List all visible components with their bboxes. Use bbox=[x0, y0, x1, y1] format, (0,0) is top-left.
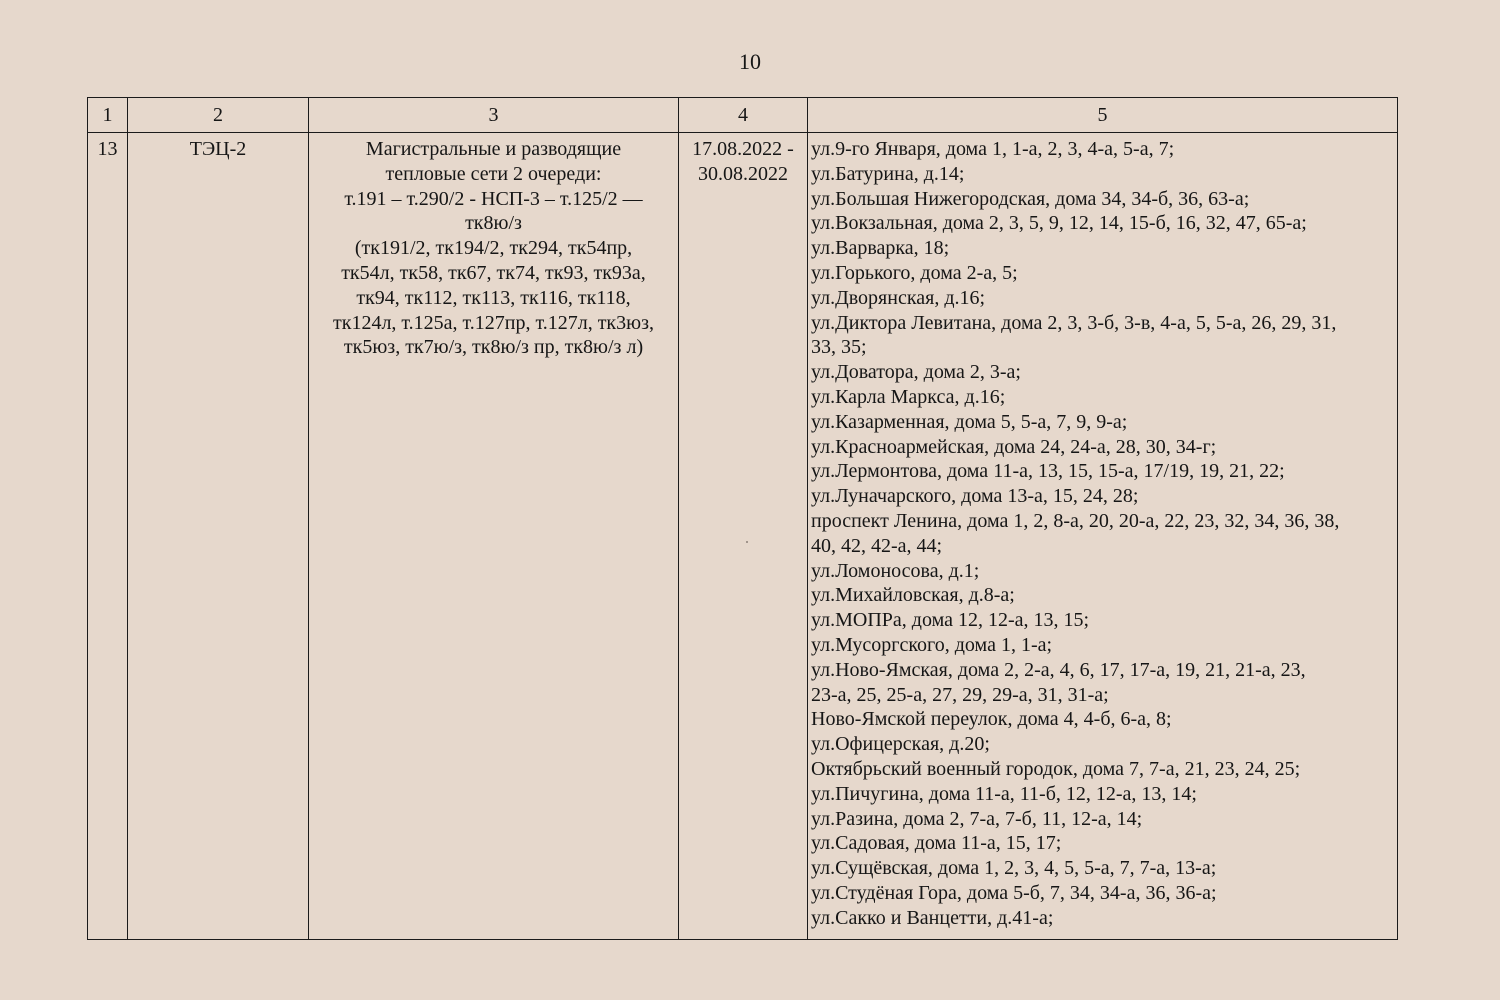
network-line: (тк191/2, тк194/2, тк294, тк54пр, bbox=[354, 237, 633, 260]
outage-schedule-table bbox=[87, 97, 1398, 940]
address-list bbox=[808, 133, 1398, 940]
address-line: ул.Казарменная, дома 5, 5-а, 7, 9, 9-а; bbox=[811, 410, 1128, 433]
network-line: т.191 – т.290/2 - НСП-3 – т.125/2 — bbox=[344, 187, 643, 210]
address-line: ул.Луначарского, дома 13-а, 15, 24, 28; bbox=[811, 485, 1139, 508]
address-line: ул.Батурина, д.14; bbox=[811, 162, 965, 185]
address-line: ул.Офицерская, д.20; bbox=[811, 733, 990, 756]
period-end: 30.08.2022 bbox=[698, 162, 788, 185]
address-line: ул.Диктора Левитана, дома 2, 3, 3-б, 3-в, 4-а, 5, 5-а, 26, 29, 31, bbox=[811, 311, 1337, 334]
row-number: 13 bbox=[88, 133, 128, 940]
column-header: 4 bbox=[679, 98, 808, 133]
address-line: ул.Ново-Ямская, дома 2, 2-а, 4, 6, 17, 17-а, 19, 21, 21-а, 23, bbox=[811, 658, 1306, 681]
address-line: ул.Варварка, 18; bbox=[811, 237, 950, 260]
page-number: 10 bbox=[739, 49, 761, 74]
outage-period bbox=[679, 133, 808, 940]
address-line: ул.Карла Маркса, д.16; bbox=[811, 385, 1006, 408]
address-line: ул.Михайловская, д.8-а; bbox=[811, 584, 1015, 607]
network-line: тк94, тк112, тк113, тк116, тк118, bbox=[356, 286, 631, 309]
table-row bbox=[88, 133, 1398, 940]
column-header: 2 bbox=[128, 98, 309, 133]
address-line: ул.МОПРа, дома 12, 12-а, 13, 15; bbox=[811, 609, 1090, 632]
address-line: Ново-Ямской переулок, дома 4, 4-б, 6-а, 8; bbox=[811, 708, 1172, 731]
address-line: ул.Сакко и Ванцетти, д.41-а; bbox=[811, 906, 1054, 929]
address-line: Октябрьский военный городок, дома 7, 7-а, 21, 23, 24, 25; bbox=[811, 757, 1301, 780]
address-line: 23-а, 25, 25-а, 27, 29, 29-а, 31, 31-а; bbox=[811, 683, 1109, 706]
column-header: 5 bbox=[808, 98, 1398, 133]
address-line: ул.Дворянская, д.16; bbox=[811, 286, 986, 309]
address-line: ул.Студёная Гора, дома 5-б, 7, 34, 34-а, 36, 36-а; bbox=[811, 881, 1217, 904]
network-line: тепловые сети 2 очереди: bbox=[385, 162, 602, 185]
address-line: ул.Вокзальная, дома 2, 3, 5, 9, 12, 14, 15-б, 16, 32, 47, 65-а; bbox=[811, 212, 1307, 235]
address-line: ул.Садовая, дома 11-а, 15, 17; bbox=[811, 832, 1062, 855]
address-line: ул.Горького, дома 2-а, 5; bbox=[811, 261, 1018, 284]
network-line: Магистральные и разводящие bbox=[365, 138, 622, 160]
address-line: ул.Лермонтова, дома 11-а, 13, 15, 15-а, 17/19, 19, 21, 22; bbox=[811, 460, 1285, 483]
address-line: ул.Пичугина, дома 11-а, 11-б, 12, 12-а, 13, 14; bbox=[811, 782, 1197, 805]
network-line: тк124л, т.125а, т.127пр, т.127л, тк3юз, bbox=[332, 311, 654, 334]
address-line: ул.Ломоносова, д.1; bbox=[811, 559, 980, 582]
column-header: 3 bbox=[309, 98, 679, 133]
address-line: ул.Разина, дома 2, 7-а, 7-б, 11, 12-а, 14; bbox=[811, 807, 1143, 830]
table-header-row bbox=[88, 98, 1398, 133]
address-line: ул.9-го Января, дома 1, 1-а, 2, 3, 4-а, 5-а, 7; bbox=[811, 138, 1175, 160]
network-line: тк8ю/з bbox=[465, 212, 522, 235]
period-start: 17.08.2022 - bbox=[692, 138, 794, 160]
heat-source: ТЭЦ-2 bbox=[128, 133, 309, 940]
address-line: 33, 35; bbox=[811, 336, 867, 359]
address-line: ул.Сущёвская, дома 1, 2, 3, 4, 5, 5-а, 7, 7-а, 13-а; bbox=[811, 857, 1217, 880]
address-line: ул.Доватора, дома 2, 3-а; bbox=[811, 361, 1021, 384]
scan-speck bbox=[746, 541, 748, 543]
address-line: ул.Большая Нижегородская, дома 34, 34-б, 36, 63-а; bbox=[811, 187, 1250, 210]
heat-network-description bbox=[309, 133, 679, 940]
address-line: ул.Мусоргского, дома 1, 1-а; bbox=[811, 633, 1053, 656]
address-line: ул.Красноармейская, дома 24, 24-а, 28, 30, 34-г; bbox=[811, 435, 1217, 458]
column-header: 1 bbox=[88, 98, 128, 133]
address-line: 40, 42, 42-а, 44; bbox=[811, 534, 943, 557]
network-line: тк54л, тк58, тк67, тк74, тк93, тк93а, bbox=[341, 261, 646, 284]
address-line: проспект Ленина, дома 1, 2, 8-а, 20, 20-а, 22, 23, 32, 34, 36, 38, bbox=[811, 509, 1340, 532]
network-line: тк5юз, тк7ю/з, тк8ю/з пр, тк8ю/з л) bbox=[343, 336, 644, 359]
